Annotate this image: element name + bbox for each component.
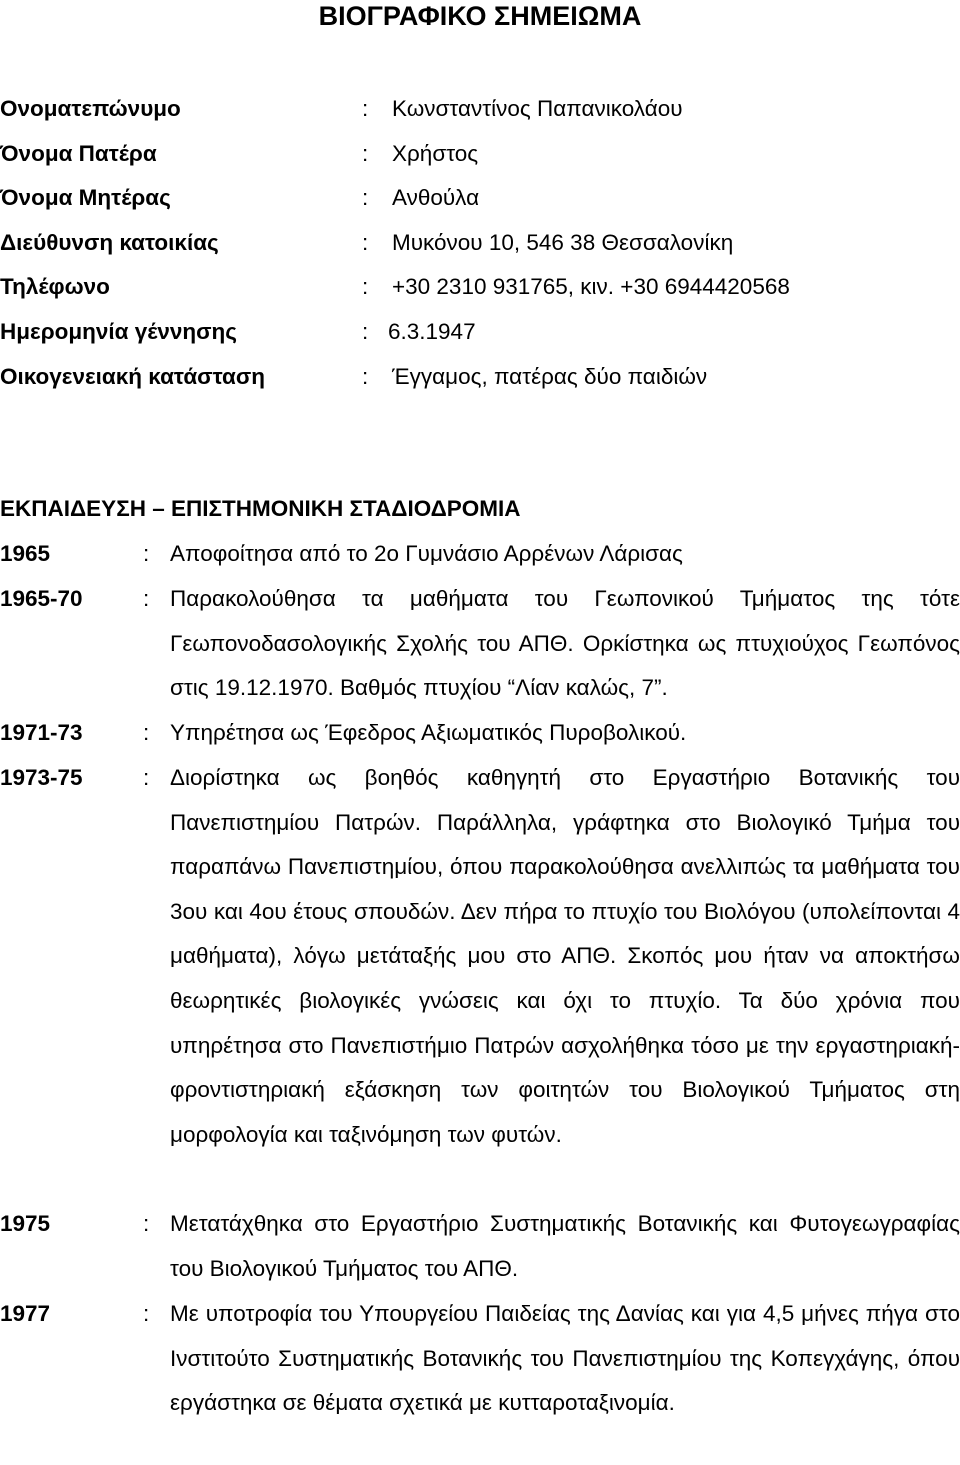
info-label: Διεύθυνση κατοικίας xyxy=(0,230,219,255)
education-entry xyxy=(0,756,960,1202)
info-separator: : xyxy=(362,185,369,210)
info-label: Όνομα Μητέρας xyxy=(0,185,171,210)
education-separator: : xyxy=(143,720,150,745)
education-text: Με υποτροφία του Υπουργείου Παιδείας της Δανίας και για 4,5 μήνες πήγα στο Ινστιτούτο Συστηματικής Βοτανικής του Πανεπιστημίου της Κοπεγχάγης, όπου εργάστηκα σε θέματα σχετικά με κυτταροταξινομία. xyxy=(170,1301,960,1416)
info-value: Ανθούλα xyxy=(392,185,480,210)
info-value: 6.3.1947 xyxy=(388,319,476,344)
info-separator: : xyxy=(362,230,369,255)
info-separator: : xyxy=(362,96,369,121)
section-heading-education: ΕΚΠΑΙΔΕΥΣΗ – ΕΠΙΣΤΗΜΟΝΙΚΗ ΣΤΑΔΙΟΔΡΟΜΙΑ xyxy=(0,496,521,521)
info-value: Χρήστος xyxy=(392,141,479,166)
education-entry xyxy=(0,532,960,577)
education-text: Αποφοίτησα από το 2ο Γυμνάσιο Αρρένων Λάρισας xyxy=(170,541,683,566)
education-year: 1965-70 xyxy=(0,586,83,611)
education-text: Παρακολούθησα τα μαθήματα του Γεωπονικού Τμήματος της τότε Γεωπονοδασολογικής Σχολής του ΑΠΘ. Ορκίστηκα ως πτυχιούχος Γεωπόνος στις 19.12.1970. Βαθμός πτυχίου “Λίαν καλώς, 7”. xyxy=(170,586,960,701)
education-text: Διορίστηκα ως βοηθός καθηγητή στο Εργαστήριο Βοτανικής του Πανεπιστημίου Πατρών. Παράλληλα, γράφτηκα στο Βιολογικό Τμήμα του παραπάνω Πανεπιστημίου, όπου παρακολούθησα ανελλιπώς τα μαθήματα του 3ου και 4ου έτους σπουδών. Δεν πήρα το πτυχίο του Βιολόγου (υπολείπονται 4 μαθήματα), λόγω μετάταξής μου στο ΑΠΘ. Σκοπός μου ήταν να αποκτήσω θεωρητικές βιολογικές γνώσεις και όχι το πτυχίο. Τα δύο χρόνια που υπηρέτησα στο Πανεπιστήμιο Πατρών ασχολήθηκα τόσο με την εργαστηριακή-φροντιστηριακή εξάσκηση των φοιτητών του Βιολογικού Τμήματος στη μορφολογία και ταξινόμηση των φυτών. xyxy=(170,765,960,1147)
education-year: 1971-73 xyxy=(0,720,83,745)
education-year: 1965 xyxy=(0,541,51,566)
info-value: +30 2310 931765, κιν. +30 6944420568 xyxy=(392,274,790,299)
info-separator: : xyxy=(362,319,369,344)
education-separator: : xyxy=(143,541,150,566)
info-value: Έγγαμος, πατέρας δύο παιδιών xyxy=(392,364,708,389)
info-label: Ημερομηνία γέννησης xyxy=(0,319,237,344)
education-separator: : xyxy=(143,1211,150,1236)
info-value: Μυκόνου 10, 546 38 Θεσσαλονίκη xyxy=(392,230,734,255)
education-separator: : xyxy=(143,1301,150,1326)
education-entry xyxy=(0,577,960,711)
info-separator: : xyxy=(362,364,369,389)
page-title: ΒΙΟΓΡΑΦΙΚΟ ΣΗΜΕΙΩΜΑ xyxy=(318,1,642,31)
info-label: Ονοματεπώνυμο xyxy=(0,96,181,121)
info-label: Οικογενειακή κατάσταση xyxy=(0,364,265,389)
education-year: 1975 xyxy=(0,1211,51,1236)
education-year: 1977 xyxy=(0,1301,51,1326)
education-text: Υπηρέτησα ως Έφεδρος Αξιωματικός Πυροβολικού. xyxy=(170,720,687,745)
education-entry xyxy=(0,711,960,756)
education-text: Μετατάχθηκα στο Εργαστήριο Συστηματικής Βοτανικής και Φυτογεωγραφίας του Βιολογικού Τμήματος του ΑΠΘ. xyxy=(170,1211,960,1281)
education-year: 1973-75 xyxy=(0,765,83,790)
info-value: Κωνσταντίνος Παπανικολάου xyxy=(392,96,683,121)
education-entry xyxy=(0,1292,960,1462)
info-label: Όνομα Πατέρα xyxy=(0,141,157,166)
education-separator: : xyxy=(143,765,150,790)
education-separator: : xyxy=(143,586,150,611)
info-separator: : xyxy=(362,141,369,166)
education-entry xyxy=(0,1202,960,1292)
info-separator: : xyxy=(362,274,369,299)
info-label: Τηλέφωνο xyxy=(0,274,110,299)
